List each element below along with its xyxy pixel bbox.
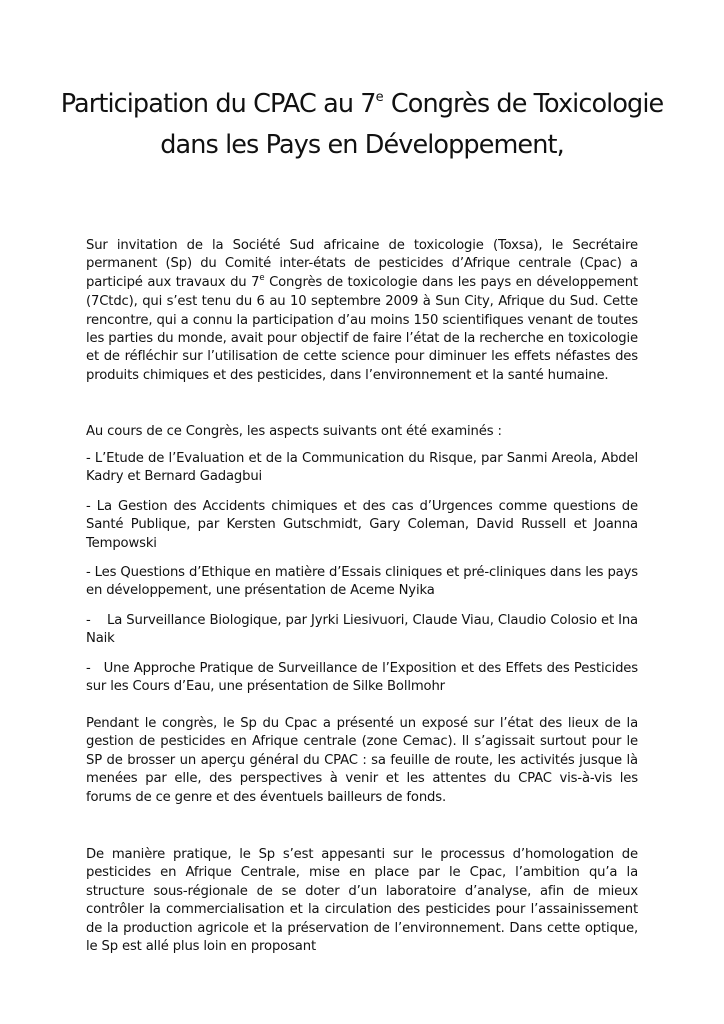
intro-part2: Congrès de toxicologie dans les pays en développement (7Ctdc), qui s’est tenu du 6 au 10 septembre 2009 à Sun City, Afrique du Sud. Cette rencontre, qui a connu la participation d’au moins 150 scientifiques venant de toutes les parties du monde, avait pour objectif de faire l’état de la recherche en toxicologie et de réfléchir sur l’utilisation de cette science pour diminuer les effets néfastes des produits chimiques et des pesticides, dans l’environnement et la santé humaine.: [86, 274, 638, 383]
topics-list: [86, 450, 643, 707]
list-lead-text: [86, 423, 638, 441]
title-line1-prefix: Participation du CPAC au 7: [60, 89, 376, 119]
intro-part1: Sur invitation de la Société Sud africaine de toxicologie (Toxsa), le Secrétaire permanent (Sp) du Comité inter-états de pesticides d’Afrique centrale (Cpac) a participé aux travaux du 7: [86, 238, 638, 290]
paragraph-text: Pendant le congrès, le Sp du Cpac a présenté un exposé sur l’état des lieux de la gestion de pesticides en Afrique centrale (zone Cemac). Il s’agissait surtout pour le SP de brosser un aperçu général du CPAC : sa feuille de route, les activités jusque là menées par elle, des perspectives à venir et les attentes du CPAC vis-à-vis les forums de ce genre et des éventuels bailleurs de fonds.: [86, 716, 638, 805]
paragraph-text: De manière pratique, le Sp s’est appesanti sur le processus d’homologation de pesticides en Afrique Centrale, mise en place par le Cpac, l’ambition qu’a la structure sous-régionale de se doter d’un laboratoire d’analyse, afin de mieux contrôler la commercialisation et la circulation des pesticides pour l’assainissement de la production agricole et la préservation de l’environnement. Dans cette optique, le Sp est allé plus loin en proposant: [86, 847, 638, 955]
list-item: - Les Questions d’Ethique en matière d’Essais cliniques et pré-cliniques dans les pays en développement, une présentation de Aceme Nyika: [86, 565, 638, 599]
lead-text: Au cours de ce Congrès, les aspects suivants ont été examinés :: [86, 424, 502, 439]
homologation-paragraph: [86, 846, 638, 956]
title-line2: dans les Pays en Développement,: [160, 130, 564, 160]
presentation-paragraph: [86, 715, 638, 807]
title-superscript: e: [375, 90, 384, 105]
document-title: [60, 86, 664, 164]
intro-paragraph: [86, 237, 638, 385]
list-item: - Une Approche Pratique de Surveillance de l’Exposition et des Effets des Pesticides sur les Cours d’Eau, une présentation de Silke Bollmohr: [86, 660, 643, 695]
list-item: - La Surveillance Biologique, par Jyrki Liesivuori, Claude Viau, Claudio Colosio et Ina Naik: [86, 612, 643, 647]
list-item: - L’Etude de l’Evaluation et de la Communication du Risque, par Sanmi Areola, Abdel Kadry et Bernard Gadagbui: [86, 451, 638, 485]
list-item: - La Gestion des Accidents chimiques et des cas d’Urgences comme questions de Santé Publique, par Kersten Gutschmidt, Gary Coleman, David Russell et Joanna Tempowski: [86, 498, 638, 551]
intro-superscript: e: [259, 272, 265, 283]
title-line1-suffix: Congrès de Toxicologie: [383, 89, 664, 119]
